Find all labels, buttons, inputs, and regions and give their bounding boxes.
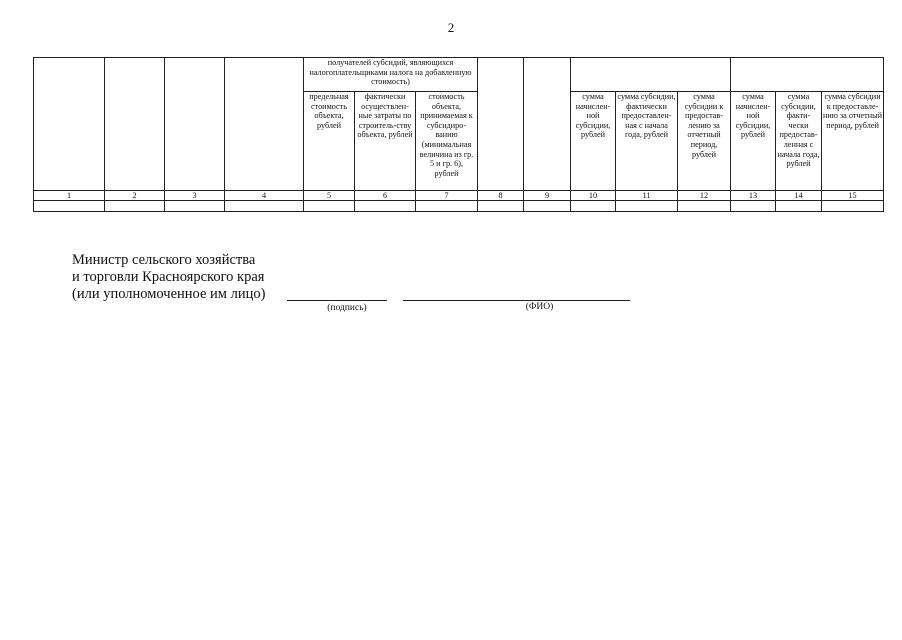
column-number: 4 xyxy=(225,191,304,201)
header-cell-11: сумма субсидии, фактически предоставлен-ная с начала года, рублей xyxy=(616,92,678,191)
signature-line xyxy=(287,300,387,301)
name-caption: (ФИО) xyxy=(525,302,554,312)
header-cell-4 xyxy=(225,58,304,191)
name-line xyxy=(403,300,630,301)
group-header-10-12 xyxy=(571,58,731,92)
header-cell-1 xyxy=(34,58,105,191)
header-cell-5: предельная стоимость объекта, рублей xyxy=(304,92,355,191)
header-cell-12: сумма субсидии к предостав-лению за отчетный период, рублей xyxy=(678,92,731,191)
header-cell-7: стоимость объекта, принимаемая к субсидиро-ванию (минимальная величина из гр. 5 и гр. 6), рублей xyxy=(416,92,478,191)
header-cell-15: сумма субсидии к предоставле-нию за отчетный период, рублей xyxy=(822,92,884,191)
column-number: 8 xyxy=(478,191,524,201)
subsidy-table xyxy=(33,57,884,212)
group-header-vat: получателей субсидий, являющихся налогоплательщиками налога на добавленную стоимость) xyxy=(304,58,478,92)
column-number: 7 xyxy=(416,191,478,201)
column-number: 11 xyxy=(616,191,678,201)
column-number: 14 xyxy=(776,191,822,201)
signatory-title-line-3: (или уполномоченное им лицо) xyxy=(72,286,266,302)
header-cell-9 xyxy=(524,58,571,191)
signatory-title-line-2: и торговли Красноярского края xyxy=(72,269,265,285)
table-row xyxy=(34,201,884,212)
column-number: 12 xyxy=(678,191,731,201)
signature-block xyxy=(72,252,265,303)
column-number: 5 xyxy=(304,191,355,201)
group-header-13-15 xyxy=(731,58,884,92)
column-number: 1 xyxy=(34,191,105,201)
column-number-row xyxy=(34,191,884,201)
column-number: 3 xyxy=(165,191,225,201)
signatory-title-line-1: Министр сельского хозяйства xyxy=(72,252,256,268)
header-cell-2 xyxy=(105,58,165,191)
column-number: 6 xyxy=(355,191,416,201)
header-cell-10: сумма начислен-ной субсидии, рублей xyxy=(571,92,616,191)
column-number: 10 xyxy=(571,191,616,201)
signature-caption: (подпись) xyxy=(327,303,367,313)
header-cell-14: сумма субсидии, факти-чески предостав-ленная с начала года, рублей xyxy=(776,92,822,191)
header-cell-3 xyxy=(165,58,225,191)
column-number: 2 xyxy=(105,191,165,201)
column-number: 13 xyxy=(731,191,776,201)
header-cell-8 xyxy=(478,58,524,191)
header-cell-6: фактически осуществлен-ные затраты по строитель-ству объекта, рублей xyxy=(355,92,416,191)
column-number: 9 xyxy=(524,191,571,201)
column-number: 15 xyxy=(822,191,884,201)
page-number: 2 xyxy=(447,20,455,35)
header-cell-13: сумма начислен-ной субсидии, рублей xyxy=(731,92,776,191)
table-header-row xyxy=(34,58,884,92)
